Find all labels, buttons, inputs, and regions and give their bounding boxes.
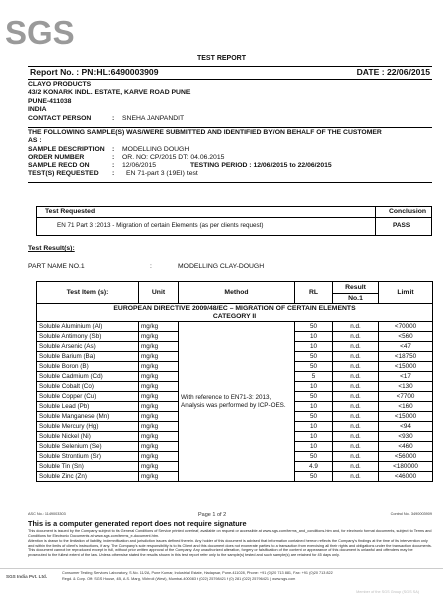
part-label: PART NAME NO.1 — [28, 263, 85, 270]
cell-rl: 10 — [295, 332, 333, 342]
cell-limit: <15000 — [379, 412, 433, 422]
sample-desc-label: SAMPLE DESCRIPTION — [28, 146, 105, 153]
cell-test-item: Soluble Barium (Ba) — [37, 352, 139, 362]
cell-unit: mg/kg — [139, 342, 179, 352]
results-table — [36, 281, 433, 482]
divider — [28, 127, 432, 128]
table-row — [37, 322, 433, 332]
cell-rl: 50 — [295, 362, 333, 372]
cell-rl: 10 — [295, 432, 333, 442]
cell-method: With reference to EN71-3: 2013, Analysis was performed by ICP-OES. — [179, 322, 295, 482]
control-number: Control No. 3490003909 — [390, 512, 432, 516]
cell-limit: <460 — [379, 442, 433, 452]
colon: : — [112, 170, 115, 177]
tests-value: EN 71-part 3 (19EI) test — [126, 170, 198, 177]
cell-limit: <46000 — [379, 472, 433, 482]
results-heading: Test Result(s): — [28, 245, 75, 252]
cell-result: n.d. — [333, 462, 379, 472]
cell-limit: <70000 — [379, 322, 433, 332]
cell-limit: <180000 — [379, 462, 433, 472]
cell-unit: mg/kg — [139, 442, 179, 452]
cell-test-item: Soluble Arsenic (As) — [37, 342, 139, 352]
recd-value: 12/06/2015 — [122, 162, 157, 169]
col-conclusion: Conclusion — [389, 208, 427, 215]
requested-test: EN 71 Part 3 :2013 - Migration of certain Elements (as per clients request) — [57, 222, 264, 229]
cell-unit: mg/kg — [139, 402, 179, 412]
recd-label: SAMPLE RECD ON — [28, 162, 90, 169]
cell-test-item: Soluble Aluminium (Al) — [37, 322, 139, 332]
cell-test-item: Soluble Boron (B) — [37, 362, 139, 372]
cell-result: n.d. — [333, 422, 379, 432]
cell-rl: 10 — [295, 342, 333, 352]
cell-rl: 10 — [295, 382, 333, 392]
cell-result: n.d. — [333, 352, 379, 362]
result-rows — [37, 322, 433, 482]
cell-unit: mg/kg — [139, 452, 179, 462]
cell-limit: <7700 — [379, 392, 433, 402]
cell-limit: <560 — [379, 332, 433, 342]
sample-desc-value: MODELLING DOUGH — [122, 146, 190, 153]
sgs-logo: SGS — [5, 14, 75, 51]
colon: : — [112, 162, 115, 169]
client-country: INDIA — [28, 106, 47, 114]
client-address-2: PUNE-411038 — [28, 97, 72, 105]
cell-test-item: Soluble Copper (Cu) — [37, 392, 139, 402]
cell-limit: <18750 — [379, 352, 433, 362]
cell-test-item: Soluble Strontium (Sr) — [37, 452, 139, 462]
cell-limit: <47 — [379, 342, 433, 352]
cell-result: n.d. — [333, 322, 379, 332]
cell-rl: 50 — [295, 392, 333, 402]
cell-unit: mg/kg — [139, 432, 179, 442]
conclusion-result: PASS — [393, 222, 411, 229]
testing-period: TESTING PERIOD : 12/06/2015 to 22/06/2015 — [190, 162, 332, 169]
company-name: SGS India Pvt. Ltd. — [6, 574, 48, 579]
order-label: ORDER NUMBER — [28, 154, 85, 161]
company-address-2: Regd. & Corp. Off: SGS House, 4B, A.S. Marg, Vikhroli (West), Mumbai-400083 t (022) 25798421 f (0) 281 (022) 25796421 | www.sgs.com — [62, 577, 296, 581]
cell-result: n.d. — [333, 452, 379, 462]
cell-limit: <130 — [379, 382, 433, 392]
cell-unit: mg/kg — [139, 412, 179, 422]
colon: : — [112, 146, 115, 153]
cell-test-item: Soluble Mercury (Hg) — [37, 422, 139, 432]
report-title: TEST REPORT — [196, 55, 246, 62]
col-result-no: No.1 — [333, 294, 379, 304]
footer-codes — [28, 512, 432, 516]
cell-unit: mg/kg — [139, 462, 179, 472]
cell-unit: mg/kg — [139, 372, 179, 382]
legal-text-2: Attention is drawn to the limitation of liability, indemnification and jurisdiction issues defined therein. Any holder of this document is advised that information contained hereon reflects the Company's findings at the time of its intervention only and within the limits of client's instructions, if any. The Company's sole responsibility is to its Client and this document does not exonerate parties to a transaction from exercising all their rights and obligations under the transaction documents. This document cannot be reproduced except in full, without prior written approval of the Company. Any unauthorized alteration, forgery or falsification of the content or appearance of this document is unlawful and offenders may be prosecuted to the fullest extent of the law. Unless otherwise stated the results shown in this test report refer only to the sample(s) tested and such sample(s) are retained for 45 days only. — [28, 539, 432, 557]
cell-rl: 50 — [295, 322, 333, 332]
sample-statement: THE FOLLOWING SAMPLE(S) WAS/WERE SUBMITTED AND IDENTIFIED BY/ON BEHALF OF THE CUSTOMER — [28, 129, 382, 136]
cell-result: n.d. — [333, 372, 379, 382]
member-text: Member of the SGS Group (SGS SA) — [356, 590, 419, 594]
cell-rl: 10 — [295, 442, 333, 452]
cell-rl: 4.9 — [295, 462, 333, 472]
cell-unit: mg/kg — [139, 382, 179, 392]
cell-result: n.d. — [333, 382, 379, 392]
cell-test-item: Soluble Cobalt (Co) — [37, 382, 139, 392]
cell-test-item: Soluble Cadmium (Cd) — [37, 372, 139, 382]
footer-rule — [0, 568, 443, 569]
contact-value: SNEHA JANPANDIT — [122, 115, 185, 122]
cell-unit: mg/kg — [139, 472, 179, 482]
cell-result: n.d. — [333, 332, 379, 342]
cell-unit: mg/kg — [139, 362, 179, 372]
col-unit: Unit — [139, 282, 179, 304]
col-result: Result — [333, 282, 379, 294]
directive-heading: EUROPEAN DIRECTIVE 2009/48/EC – MIGRATION OF CERTAIN ELEMENTS CATEGORY II — [37, 304, 433, 322]
cell-result: n.d. — [333, 432, 379, 442]
client-name: CLAYO PRODUCTS — [28, 81, 92, 88]
cell-result: n.d. — [333, 362, 379, 372]
conclusion-table — [36, 206, 432, 236]
cell-limit: <15000 — [379, 362, 433, 372]
contact-colon: : — [112, 115, 115, 122]
sample-as: AS : — [28, 137, 42, 144]
part-value: MODELLING CLAY-DOUGH — [178, 263, 265, 270]
report-header-bar — [28, 66, 432, 80]
part-colon: : — [150, 263, 152, 270]
cell-result: n.d. — [333, 402, 379, 412]
cell-rl: 50 — [295, 352, 333, 362]
order-value: OR. NO: CP/2015 DT: 04.06.2015 — [122, 154, 225, 161]
colon: : — [112, 154, 115, 161]
cell-rl: 5 — [295, 372, 333, 382]
client-address-1: 43/2 KONARK INDL. ESTATE, KARVE ROAD PUNE — [28, 89, 191, 97]
col-method: Method — [179, 282, 295, 304]
cell-test-item: Soluble Lead (Pb) — [37, 402, 139, 412]
cell-unit: mg/kg — [139, 332, 179, 342]
cell-test-item: Soluble Manganese (Mn) — [37, 412, 139, 422]
col-test-item: Test Item (s): — [37, 282, 139, 304]
cell-rl: 50 — [295, 472, 333, 482]
computer-notice: This is a computer generated report does not require signature — [28, 519, 247, 528]
col-rl: RL — [295, 282, 333, 304]
cell-test-item: Soluble Zinc (Zn) — [37, 472, 139, 482]
contact-label: CONTACT PERSON — [28, 115, 92, 122]
cell-test-item: Soluble Selenium (Se) — [37, 442, 139, 452]
tests-label: TEST(S) REQUESTED — [28, 170, 99, 177]
cell-test-item: Soluble Antimony (Sb) — [37, 332, 139, 342]
cell-unit: mg/kg — [139, 392, 179, 402]
company-address-1: Consumer Testing Services Laboratory, S.No. 11/2A, Pune Kumar, Industrial Estate, Hadapsar, Pune-411028, Phone: +91 (0)20 713 881, Fax: +91 (0)20 713 822 — [62, 571, 333, 575]
page-number: Page 1 of 2 — [198, 512, 227, 518]
cell-result: n.d. — [333, 472, 379, 482]
col-test-requested: Test Requested — [45, 208, 96, 215]
cell-rl: 50 — [295, 412, 333, 422]
cell-limit: <160 — [379, 402, 433, 412]
cell-unit: mg/kg — [139, 322, 179, 332]
cell-rl: 50 — [295, 452, 333, 462]
cell-limit: <930 — [379, 432, 433, 442]
cell-unit: mg/kg — [139, 422, 179, 432]
cell-limit: <94 — [379, 422, 433, 432]
cell-rl: 10 — [295, 402, 333, 412]
cell-unit: mg/kg — [139, 352, 179, 362]
divider — [28, 182, 432, 183]
cell-result: n.d. — [333, 412, 379, 422]
legal-text-1: This document is issued by the Company subject to its General Conditions of Service printed overleaf, available on request or accessible at www.sgs.com/terms_and_conditions.htm and, for electronic format documents, subject to Terms and Conditions for Electronic Documents at www.sgs.com/terms_e-document.htm. — [28, 529, 432, 538]
report-number: Report No. : PN:HL:6490003909 — [30, 67, 159, 77]
cell-result: n.d. — [333, 442, 379, 452]
cell-test-item: Soluble Nickel (Ni) — [37, 432, 139, 442]
cell-rl: 10 — [295, 422, 333, 432]
cell-result: n.d. — [333, 392, 379, 402]
cell-limit: <17 — [379, 372, 433, 382]
client-block — [28, 81, 328, 115]
report-date: DATE : 22/06/2015 — [356, 67, 430, 77]
cell-result: n.d. — [333, 342, 379, 352]
cell-limit: <56000 — [379, 452, 433, 462]
cell-test-item: Soluble Tin (Sn) — [37, 462, 139, 472]
asc-number: ASC No.: 1149003303 — [28, 512, 66, 516]
col-limit: Limit — [379, 282, 433, 304]
